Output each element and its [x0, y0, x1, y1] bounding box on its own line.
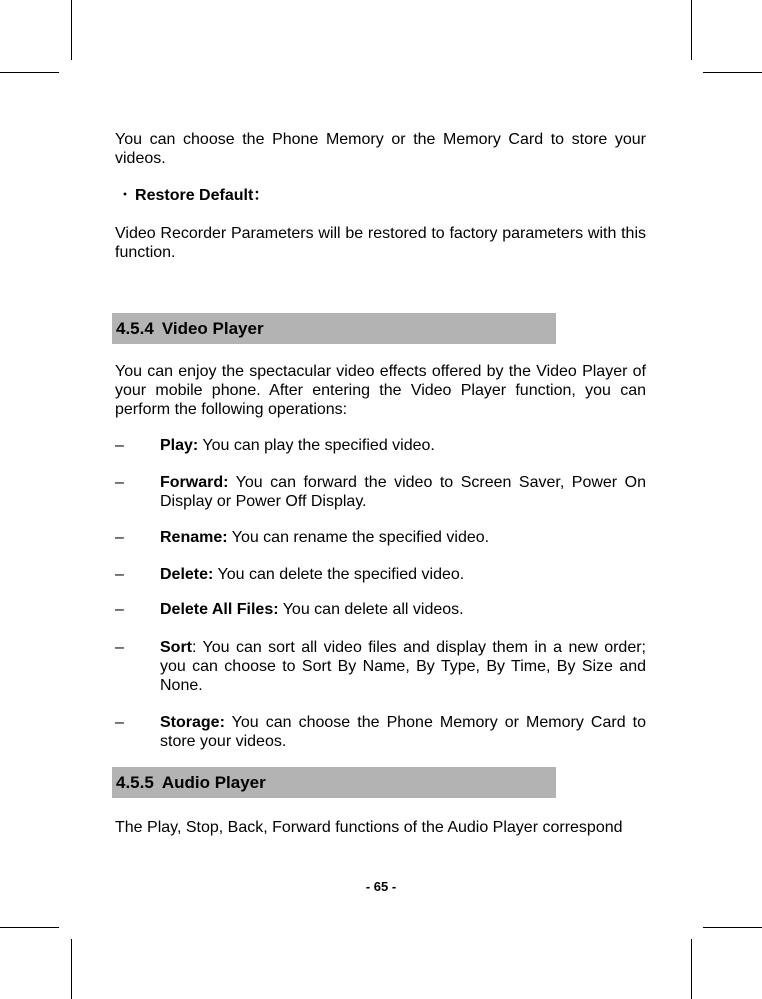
dash-marker: –: [115, 601, 124, 618]
operation-term: Play:: [160, 437, 199, 454]
dash-marker: –: [115, 566, 124, 583]
operation-desc: You can play the specified video.: [198, 437, 435, 454]
dash-marker: –: [115, 529, 124, 546]
operation-desc: You can forward the video to Screen Saver, Power On Display or Power Off Display.: [160, 474, 646, 510]
restore-default-paragraph: Video Recorder Parameters will be restored to factory parameters with this function.: [115, 225, 646, 261]
operation-desc: You can choose the Phone Memory or Memory Card to store your videos.: [160, 714, 646, 750]
video-player-intro: You can enjoy the spectacular video effects offered by the Video Player of your mobile phone. After entering the Video Player function, you can perform the following operations:: [115, 363, 646, 418]
operation-term: Delete:: [160, 566, 214, 583]
section-header-audio-player: [112, 767, 556, 798]
section-number: 4.5.4: [116, 319, 154, 338]
audio-player-intro: The Play, Stop, Back, Forward functions of the Audio Player correspond: [115, 819, 623, 836]
operation-desc: : You can sort all video files and display them in a new order; you can choose to Sort By Name, By Type, By Time, By Size and None.: [160, 639, 646, 694]
dash-marker: –: [115, 639, 124, 656]
page-number: - 65 -: [365, 879, 397, 894]
dash-marker: –: [115, 474, 124, 491]
operation-desc: You can rename the specified video.: [227, 529, 490, 546]
operation-desc: You can delete all videos.: [278, 601, 464, 618]
operation-term: Rename:: [160, 529, 228, 546]
operation-term: Storage:: [160, 714, 225, 731]
crop-mark-top-right-horizontal: [703, 72, 762, 73]
crop-mark-top-left-vertical: [71, 0, 72, 60]
restore-default-heading: [117, 186, 269, 205]
section-title: Video Player: [161, 319, 264, 338]
crop-mark-bottom-left-vertical: [71, 939, 72, 999]
restore-default-colon: ：: [253, 187, 270, 204]
crop-mark-top-left-horizontal: [0, 72, 59, 73]
bullet-dot: ・: [117, 187, 134, 204]
crop-mark-bottom-right-vertical: [691, 939, 692, 999]
operation-term: Delete All Files:: [160, 601, 279, 618]
crop-mark-top-right-vertical: [691, 0, 692, 60]
operation-term: Forward:: [160, 474, 229, 491]
crop-mark-bottom-right-horizontal: [703, 927, 762, 928]
section-header-video-player: [112, 313, 556, 344]
storage-paragraph: You can choose the Phone Memory or the Memory Card to store your videos.: [115, 131, 646, 167]
operation-term: Sort: [160, 639, 192, 656]
restore-default-label: Restore Default: [135, 187, 254, 204]
dash-marker: –: [115, 437, 124, 454]
section-number: 4.5.5: [116, 773, 154, 792]
crop-mark-bottom-left-horizontal: [0, 927, 59, 928]
dash-marker: –: [115, 714, 124, 731]
section-title: Audio Player: [161, 773, 266, 792]
operation-desc: You can delete the specified video.: [213, 566, 465, 583]
